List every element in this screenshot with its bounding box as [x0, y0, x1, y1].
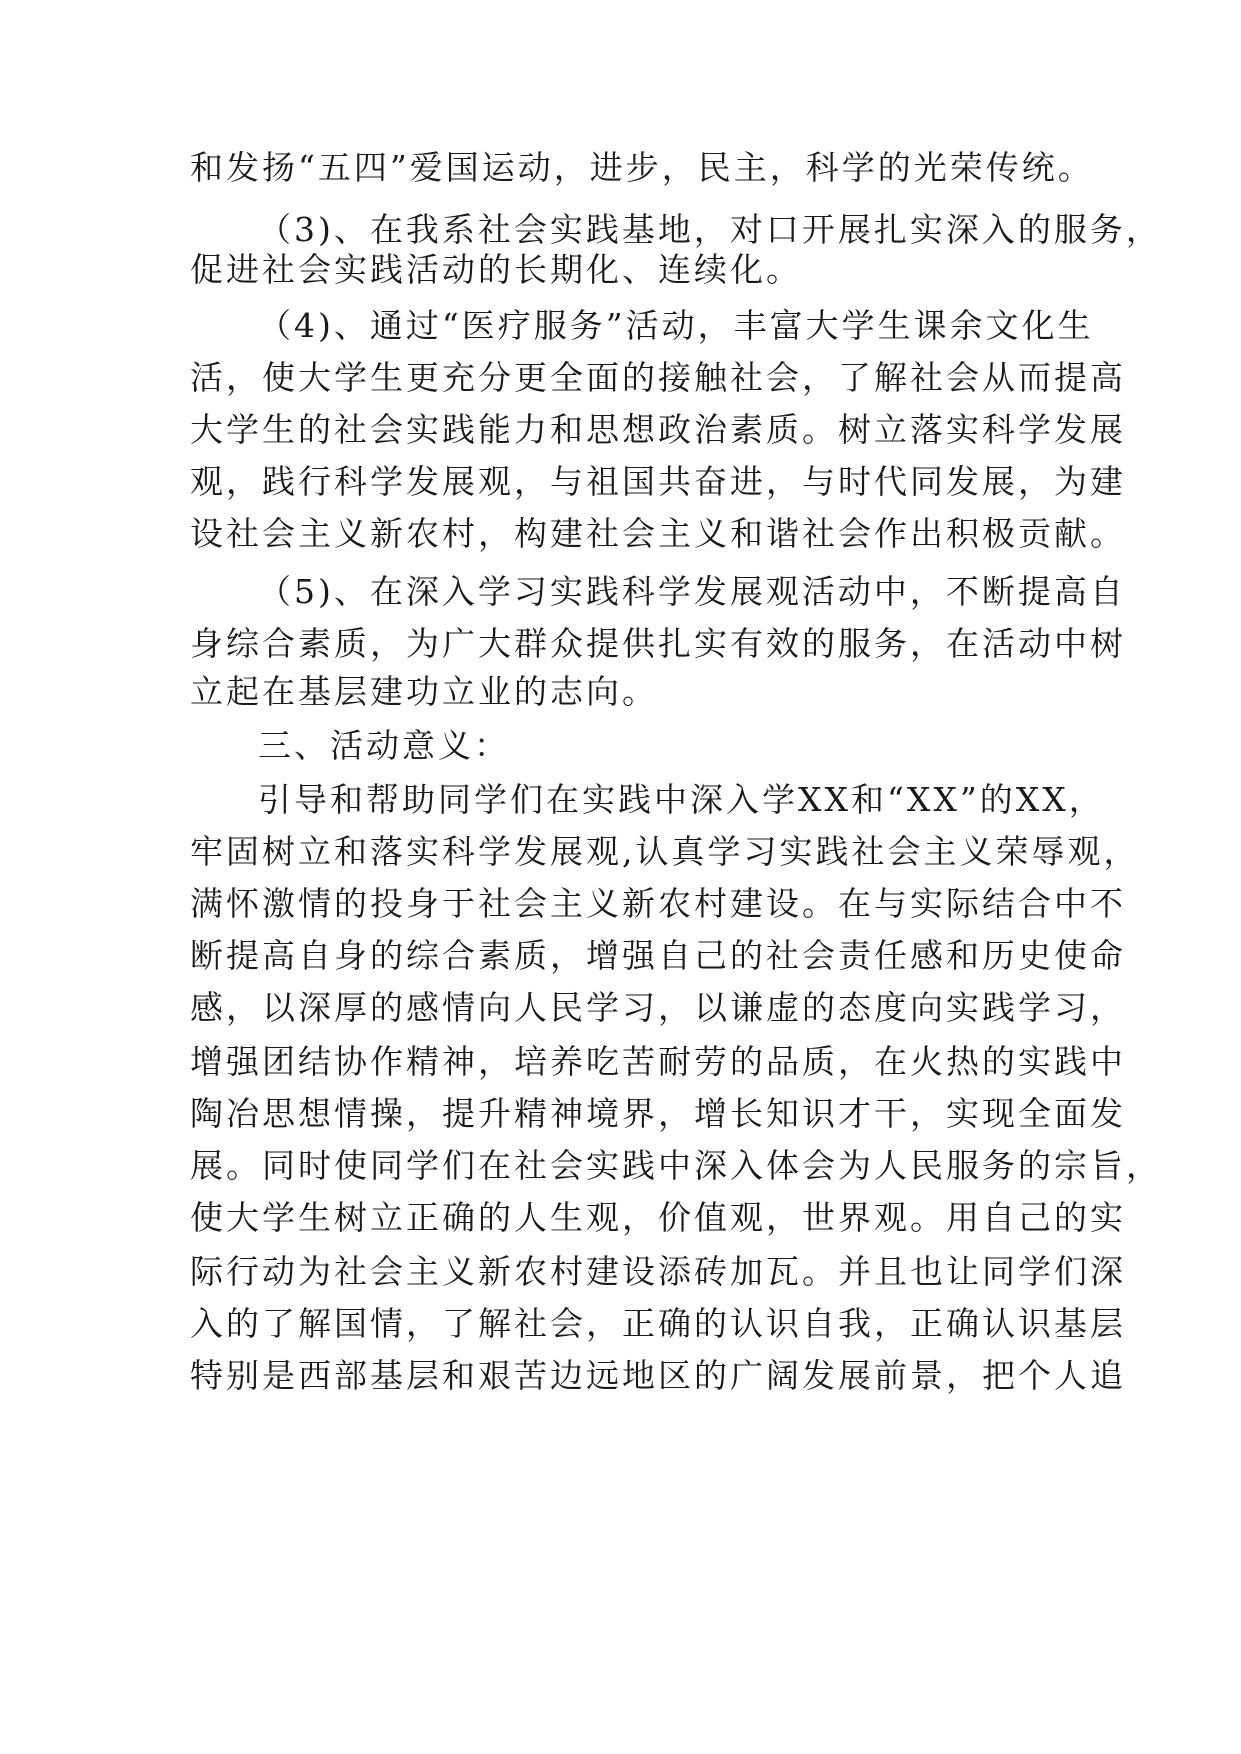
text-line: 活，使大学生更充分更全面的接触社会，了解社会从而提高 — [190, 358, 1126, 397]
text-line: 增强团结协作精神，培养吃苦耐劳的品质，在火热的实践中 — [190, 1042, 1126, 1081]
text-line: 和发扬“五四”爱国运动，进步，民主，科学的光荣传统。 — [190, 148, 1094, 187]
text-line: 引导和帮助同学们在实践中深入学XX和“XX”的XX， — [258, 780, 1105, 819]
text-line: 促进社会实践活动的长期化、连续化。 — [190, 250, 802, 289]
text-line: 断提高自身的综合素质，增强自己的社会责任感和历史使命 — [190, 936, 1126, 975]
text-line: 陶冶思想情操，提升精神境界，增长知识才干，实现全面发 — [190, 1094, 1126, 1133]
text-line: 使大学生树立正确的人生观，价值观，世界观。用自己的实 — [190, 1198, 1126, 1237]
text-line: 展。同时使同学们在社会实践中深入体会为人民服务的宗旨， — [190, 1146, 1162, 1185]
text-line: 特别是西部基层和艰苦边远地区的广阔发展前景，把个人追 — [190, 1356, 1126, 1395]
text-line: （3)、在我系社会实践基地，对口开展扎实深入的服务， — [258, 210, 1162, 249]
text-line: 设社会主义新农村，构建社会主义和谐社会作出积极贡献。 — [190, 514, 1126, 553]
section-heading: 三、活动意义： — [258, 726, 510, 765]
text-line: 牢固树立和落实科学发展观,认真学习实践社会主义荣辱观， — [190, 832, 1140, 871]
text-line: （4)、通过“医疗服务”活动，丰富大学生课余文化生 — [258, 306, 1094, 345]
text-line: 感，以深厚的感情向人民学习，以谦虚的态度向实践学习， — [190, 988, 1126, 1027]
text-line: 立起在基层建功立业的志向。 — [190, 672, 658, 711]
text-line: 大学生的社会实践能力和思想政治素质。树立落实科学发展 — [190, 410, 1126, 449]
text-line: 满怀激情的投身于社会主义新农村建设。在与实际结合中不 — [190, 884, 1126, 923]
text-line: 入的了解国情，了解社会，正确的认识自我，正确认识基层 — [190, 1304, 1126, 1343]
text-line: 际行动为社会主义新农村建设添砖加瓦。并且也让同学们深 — [190, 1252, 1126, 1291]
text-line: 观，践行科学发展观，与祖国共奋进，与时代同发展，为建 — [190, 462, 1126, 501]
text-line: 身综合素质，为广大群众提供扎实有效的服务，在活动中树 — [190, 624, 1126, 663]
text-line: （5)、在深入学习实践科学发展观活动中，不断提高自 — [258, 572, 1126, 611]
